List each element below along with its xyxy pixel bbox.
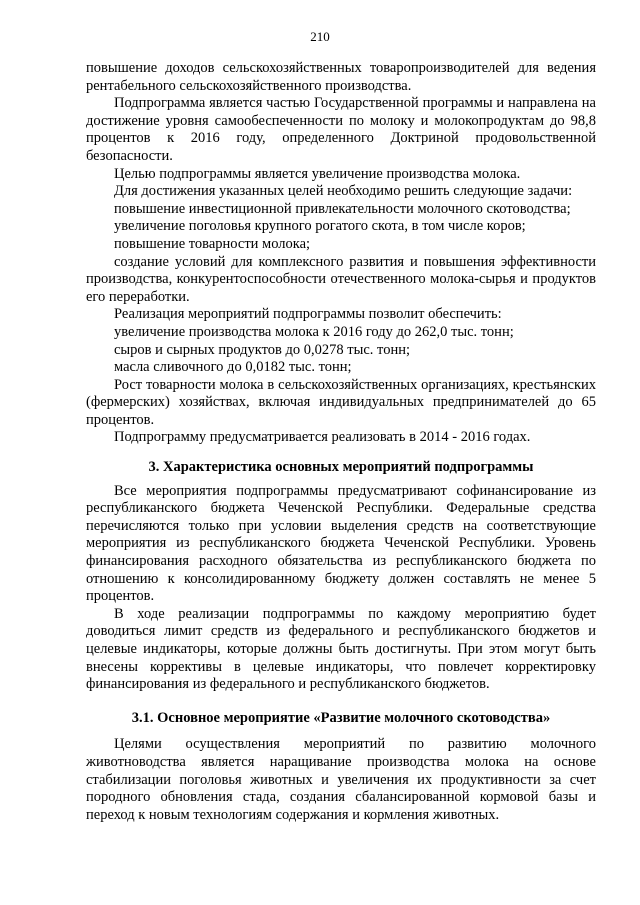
result-item-milk: увеличение производства молока к 2016 году до 262,0 тыс. тонн; xyxy=(114,323,514,340)
paragraph-timeline: Подпрограмму предусматривается реализовать в 2014 - 2016 годах. xyxy=(114,429,531,446)
paragraph-goal: Целью подпрограммы является увеличение производства молока. xyxy=(114,165,521,182)
document-body xyxy=(86,60,596,824)
page-number: 210 xyxy=(310,29,330,44)
section-3-paragraph-cofinancing: Все мероприятия подпрограммы предусматривают софинансирование из республиканского бюджета Чеченской Республики. Федеральные средства перечисляются только при условии выделения средств на соответствующие мероприятия из республиканского бюджета Чеченской Республики. Уровень финансирования расходного обязательства из республиканского бюджета по отношению к консолидированному бюджету должен составлять не менее 5 процентов. xyxy=(86,482,596,605)
result-item-butter: масла сливочного до 0,0182 тыс. тонн; xyxy=(114,359,352,376)
task-item-livestock: увеличение поголовья крупного рогатого скота, в том числе коров; xyxy=(114,218,526,235)
result-item-marketability: Рост товарности молока в сельскохозяйственных организациях, крестьянских (фермерских) хозяйствах, включая индивидуальных предпринимателей до 65 процентов. xyxy=(86,376,596,428)
section-3-paragraph-limits: В ходе реализации подпрограммы по каждому мероприятию будет доводиться лимит средств из федерального и республиканского бюджетов и целевые индикаторы, которые должны быть достигнуты. При этом могут быть внесены коррективы в целевые индикаторы, что повлечет корректировку финансирования из федерального и республиканского бюджетов. xyxy=(86,605,596,693)
task-item-marketability: повышение товарности молока; xyxy=(114,235,311,252)
section-3-1-heading: 3.1. Основное мероприятие «Развитие молочного скотоводства» xyxy=(131,709,551,726)
task-item-investment: повышение инвестиционной привлекательности молочного скотоводства; xyxy=(114,200,571,217)
paragraph-tasks-intro: Для достижения указанных целей необходимо решить следующие задачи: xyxy=(114,183,573,200)
section-3-heading: 3. Характеристика основных мероприятий подпрограммы xyxy=(148,459,534,476)
paragraph-subprogram-part: Подпрограмма является частью Государственной программы и направлена на достижение уровня самообеспеченности по молоку и молокопродуктам до 98,8 процентов к 2016 году, определенного Доктриной продовольственной безопасности. xyxy=(86,95,596,164)
result-item-cheese: сыров и сырных продуктов до 0,0278 тыс. тонн; xyxy=(114,341,410,358)
section-3-1-paragraph-goals: Целями осуществления мероприятий по развитию молочного животноводства является наращивание производства молока на основе стабилизации поголовья животных и увеличения их продуктивности за счет породного обновления стада, создания сбалансированной кормовой базы и переход к новым технологиям содержания и кормления животных. xyxy=(86,736,596,823)
task-item-conditions: создание условий для комплексного развития и повышения эффективности производства, конкурентоспособности отечественного молока-сырья и продуктов его переработки. xyxy=(86,253,596,305)
paragraph-results-intro: Реализация мероприятий подпрограммы позволит обеспечить: xyxy=(114,306,502,323)
paragraph-farmer-income: повышение доходов сельскохозяйственных товаропроизводителей для ведения рентабельного сельскохозяйственного производства. xyxy=(86,60,596,94)
